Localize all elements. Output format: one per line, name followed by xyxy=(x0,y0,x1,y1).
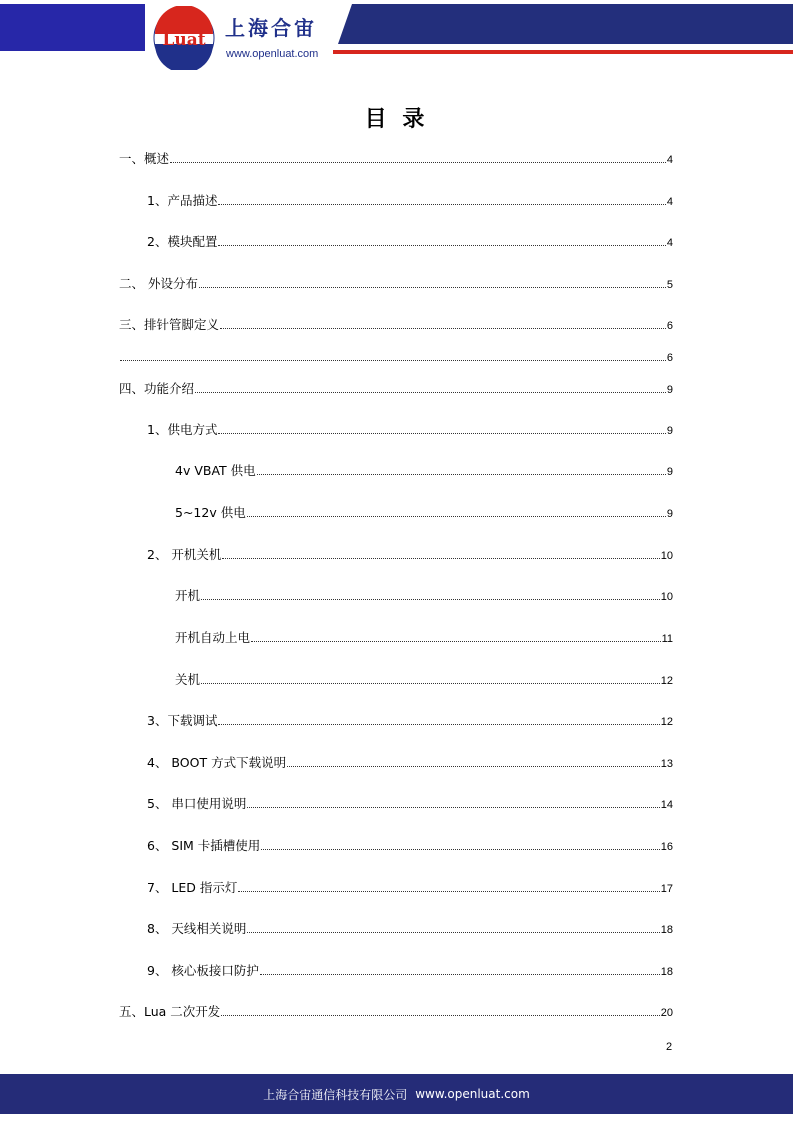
toc-entry-page: 4 xyxy=(666,237,673,249)
toc-entry[interactable] xyxy=(175,587,673,605)
toc-entry-page: 9 xyxy=(666,508,673,520)
toc-entry-label: 5、 串口使用说明 xyxy=(147,796,247,811)
toc-entry[interactable] xyxy=(175,629,673,647)
brand-url: www.openluat.com xyxy=(226,48,319,60)
toc-entry[interactable] xyxy=(147,421,673,439)
header-right-bar xyxy=(338,4,793,44)
toc-entry[interactable] xyxy=(119,380,673,398)
toc-entry[interactable] xyxy=(119,349,673,367)
page-number: 2 xyxy=(666,1041,673,1053)
toc-entry-page: 10 xyxy=(660,591,673,603)
toc-entry[interactable] xyxy=(147,192,673,210)
toc-entry-label: 一、概述 xyxy=(119,151,170,166)
toc-leader-dots xyxy=(247,516,666,517)
toc-entry[interactable] xyxy=(175,462,673,480)
toc-entry-page: 9 xyxy=(666,425,673,437)
toc-title: 目 录 xyxy=(364,107,429,132)
toc-leader-dots xyxy=(201,599,660,600)
header-left-bar xyxy=(0,4,145,51)
toc-leader-dots xyxy=(170,162,666,163)
toc-entry-label: 开机 xyxy=(175,588,201,603)
toc-entry[interactable] xyxy=(175,504,673,522)
toc-entry-label: 1、供电方式 xyxy=(147,422,218,437)
toc-leader-dots xyxy=(260,974,660,975)
toc-entry-label: 5~12v 供电 xyxy=(175,505,246,520)
toc-leader-dots xyxy=(251,641,661,642)
toc-entry-label: 3、下载调试 xyxy=(147,713,218,728)
toc-leader-dots xyxy=(120,360,666,361)
toc-entry-page: 14 xyxy=(660,799,673,811)
toc-entry-label: 4v VBAT 供电 xyxy=(175,463,256,478)
toc-entry[interactable] xyxy=(147,962,673,980)
toc-entry[interactable] xyxy=(147,754,673,772)
toc-entry[interactable] xyxy=(147,879,673,897)
toc-leader-dots xyxy=(195,392,666,393)
toc-entry-label: 关机 xyxy=(175,672,201,687)
footer-url[interactable]: www.openluat.com xyxy=(415,1087,530,1101)
toc-entry-page: 20 xyxy=(660,1007,673,1019)
toc-entry-page: 10 xyxy=(660,550,673,562)
toc-leader-dots xyxy=(221,1015,659,1016)
toc-entry[interactable] xyxy=(147,837,673,855)
toc-entry-label: 四、功能介绍 xyxy=(119,381,195,396)
toc-entry-page: 9 xyxy=(666,384,673,396)
toc-entry[interactable] xyxy=(147,233,673,251)
toc-leader-dots xyxy=(218,724,659,725)
toc-entry[interactable] xyxy=(119,275,673,293)
toc-entry[interactable] xyxy=(119,1003,673,1021)
logo-text: Luat xyxy=(162,30,206,50)
toc-entry-page: 9 xyxy=(666,466,673,478)
toc-entry[interactable] xyxy=(119,150,673,168)
toc-entry-page: 18 xyxy=(660,924,673,936)
toc-entry-page: 11 xyxy=(661,633,673,645)
toc-entry-page: 4 xyxy=(666,154,673,166)
toc-entry[interactable] xyxy=(147,795,673,813)
toc-entry-label: 五、Lua 二次开发 xyxy=(119,1004,221,1019)
toc-entry[interactable] xyxy=(119,316,673,334)
toc-entry-label: 9、 核心板接口防护 xyxy=(147,963,259,978)
toc-entry-page: 4 xyxy=(666,196,673,208)
toc-entry-label: 6、 SIM 卡插槽使用 xyxy=(147,838,261,853)
footer-bar xyxy=(0,1074,793,1114)
toc-leader-dots xyxy=(247,932,659,933)
toc-entry-page: 5 xyxy=(666,279,673,291)
toc-leader-dots xyxy=(199,287,666,288)
toc-entry-label: 7、 LED 指示灯 xyxy=(147,880,238,895)
toc-entry-label: 4、 BOOT 方式下载说明 xyxy=(147,755,287,770)
toc-entry-page: 18 xyxy=(660,966,673,978)
toc-entry-page: 12 xyxy=(660,675,673,687)
toc-entry-label: 三、排针管脚定义 xyxy=(119,317,220,332)
toc-entry-page: 13 xyxy=(660,758,673,770)
toc-entry-label: 1、产品描述 xyxy=(147,193,218,208)
toc-leader-dots xyxy=(257,474,666,475)
toc-leader-dots xyxy=(218,204,665,205)
toc-entry-page: 12 xyxy=(660,716,673,728)
toc-leader-dots xyxy=(238,891,659,892)
toc-entry-page: 6 xyxy=(666,320,673,332)
toc-entry-page: 16 xyxy=(660,841,673,853)
toc-leader-dots xyxy=(222,558,659,559)
toc-entry-page: 6 xyxy=(666,352,673,364)
toc-leader-dots xyxy=(261,849,659,850)
toc-leader-dots xyxy=(220,328,666,329)
toc-entry-label: 开机自动上电 xyxy=(175,630,251,645)
toc-entry-label: 2、模块配置 xyxy=(147,234,218,249)
toc-leader-dots xyxy=(218,245,665,246)
toc-leader-dots xyxy=(287,766,660,767)
toc-entry[interactable] xyxy=(147,712,673,730)
toc-entry-label: 2、 开机关机 xyxy=(147,547,222,562)
header-red-line xyxy=(333,50,793,54)
toc-leader-dots xyxy=(218,433,665,434)
toc-entry[interactable] xyxy=(147,920,673,938)
brand-name: 上海合宙 xyxy=(225,16,317,40)
toc-entry-page: 17 xyxy=(660,883,673,895)
toc-entry[interactable] xyxy=(175,671,673,689)
toc-entry-label: 8、 天线相关说明 xyxy=(147,921,247,936)
toc-leader-dots xyxy=(247,807,659,808)
toc-entry[interactable] xyxy=(147,546,673,564)
toc-leader-dots xyxy=(201,683,660,684)
toc-entry-label: 二、 外设分布 xyxy=(119,276,198,291)
luat-logo xyxy=(152,6,216,70)
footer-company: 上海合宙通信科技有限公司 xyxy=(263,1087,408,1102)
